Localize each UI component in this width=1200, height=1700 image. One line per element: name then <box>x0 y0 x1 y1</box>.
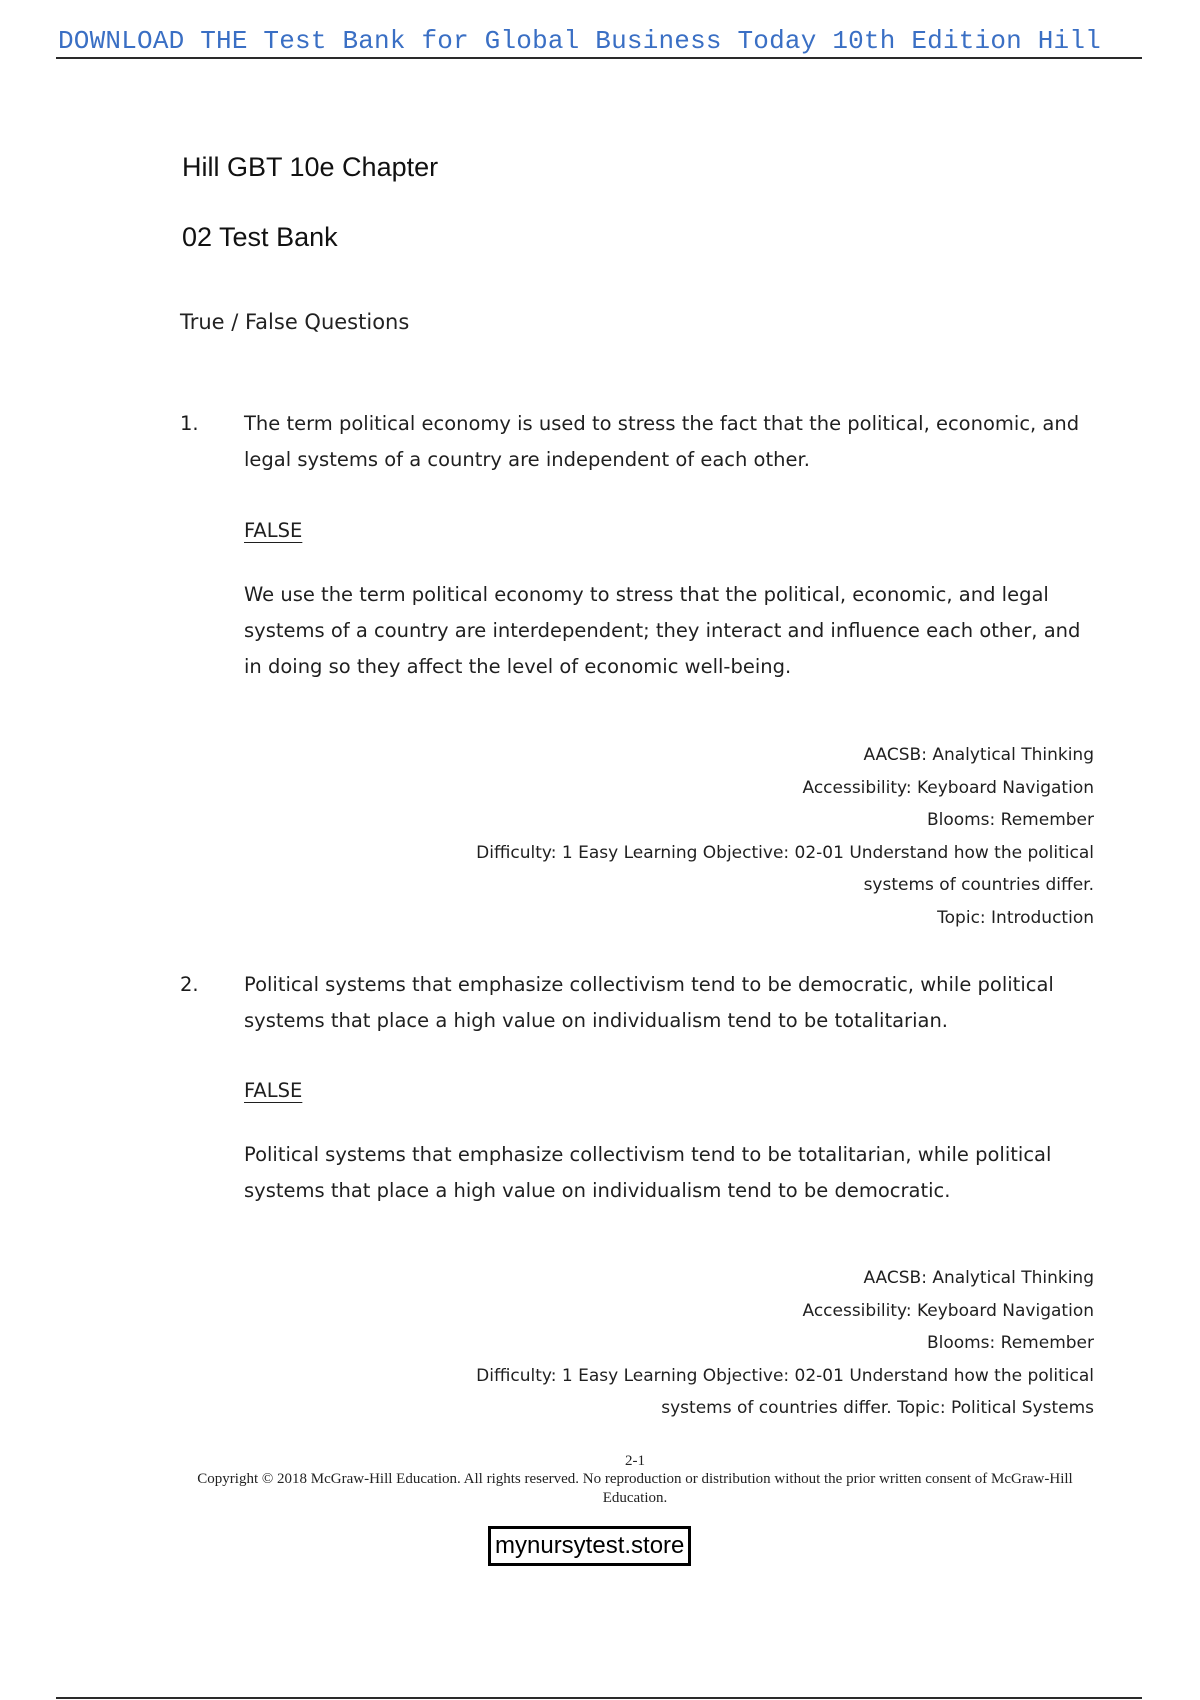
question-tags <box>244 739 1094 935</box>
tag-aacsb: AACSB: Analytical Thinking <box>863 745 1094 765</box>
question-text: The term political economy is used to stress the fact that the political, economic, and legal systems of a country are independent of each other. <box>244 412 1080 471</box>
store-watermark-link[interactable]: mynursytest.store <box>488 1526 691 1566</box>
page-footer <box>190 1452 1080 1508</box>
question-number: 1. <box>180 412 199 435</box>
answer-label: FALSE <box>244 519 303 542</box>
answer-explanation: Political systems that emphasize collectivism tend to be totalitarian, while political systems that place a high value on individualism tend to be democratic. <box>244 1143 1052 1202</box>
answer-explanation: We use the term political economy to stress that the political, economic, and legal systems of a country are interdependent; they interact and influence each other, and in doing so they affect the level of economic well-being. <box>244 583 1081 678</box>
tag-blooms: Blooms: Remember <box>926 1333 1094 1354</box>
answer-label: FALSE <box>244 1079 303 1102</box>
tag-accessibility: Accessibility: Keyboard Navigation <box>802 777 1094 798</box>
section-heading: True / False Questions <box>180 310 410 334</box>
tag-objective-continued: systems of countries differ. <box>863 875 1094 896</box>
tag-topic: Topic: Introduction <box>937 907 1094 928</box>
document-title-line-2: 02 Test Bank <box>182 222 338 252</box>
page-number: 2-1 <box>625 1453 645 1469</box>
question-number: 2. <box>180 973 199 996</box>
copyright-notice: Copyright © 2018 McGraw-Hill Education. All rights reserved. No reproduction or distribution without the prior written consent of McGraw-Hill Education. <box>197 1471 1073 1506</box>
download-banner-link[interactable]: DOWNLOAD THE Test Bank for Global Business Today 10th Edition Hill <box>58 26 1101 56</box>
tag-difficulty-objective: Difficulty: 1 Easy Learning Objective: 02-01 Understand how the political <box>476 1365 1094 1386</box>
tag-aacsb: AACSB: Analytical Thinking <box>863 1268 1094 1288</box>
banner-divider <box>56 57 1142 59</box>
tag-blooms: Blooms: Remember <box>926 810 1094 831</box>
tag-difficulty-objective: Difficulty: 1 Easy Learning Objective: 02-01 Understand how the political <box>476 842 1094 863</box>
question-text: Political systems that emphasize collectivism tend to be democratic, while political systems that place a high value on individualism tend to be totalitarian. <box>244 973 1054 1032</box>
document-title-line-1: Hill GBT 10e Chapter <box>182 152 439 182</box>
question-tags <box>244 1262 1094 1425</box>
tag-objective-topic: systems of countries differ. Topic: Political Systems <box>661 1398 1094 1419</box>
tag-accessibility: Accessibility: Keyboard Navigation <box>802 1300 1094 1321</box>
bottom-divider <box>56 1697 1142 1699</box>
